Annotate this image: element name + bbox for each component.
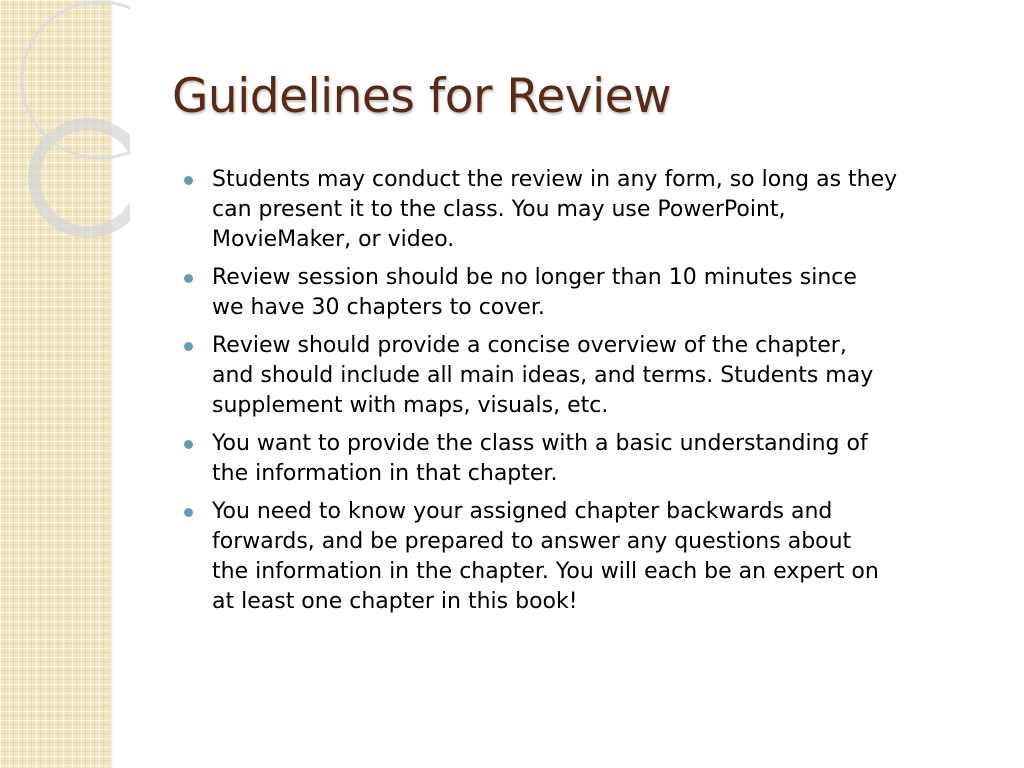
bullet-text-line: Review session should be no longer than 10 minutes since bbox=[212, 265, 857, 290]
bullet-text-line: and should include all main ideas, and terms. Students may bbox=[212, 363, 874, 388]
bullet-text-line: at least one chapter in this book! bbox=[212, 589, 578, 614]
decorative-rings bbox=[0, 0, 130, 260]
bullet-marker-icon bbox=[184, 508, 193, 517]
slide-title: Guidelines for Review bbox=[172, 69, 672, 124]
bullet-text-line: the information in that chapter. bbox=[212, 461, 558, 486]
bullet-text-line: Review should provide a concise overview of the chapter, bbox=[212, 333, 847, 358]
bullet-item bbox=[184, 331, 1004, 421]
bullet-text-line: MovieMaker, or video. bbox=[212, 227, 455, 252]
bullet-text-line: can present it to the class. You may use PowerPoint, bbox=[212, 197, 786, 222]
bullet-marker-icon bbox=[184, 274, 193, 283]
bullet-marker-icon bbox=[184, 342, 193, 351]
bullet-text-line: forwards, and be prepared to answer any questions about bbox=[212, 529, 852, 554]
decorative-ring-small bbox=[34, 124, 130, 232]
bullet-text-line: we have 30 chapters to cover. bbox=[212, 295, 545, 320]
bullet-marker-icon bbox=[184, 176, 193, 185]
bullet-item bbox=[184, 165, 1004, 255]
bullet-text-line: You need to know your assigned chapter backwards and bbox=[212, 499, 833, 524]
bullet-item bbox=[184, 429, 1004, 489]
bullet-marker-icon bbox=[184, 440, 193, 449]
bullet-item bbox=[184, 497, 1004, 617]
bullet-list bbox=[184, 165, 1004, 625]
bullet-text-line: the information in the chapter. You will each be an expert on bbox=[212, 559, 879, 584]
bullet-text-line: supplement with maps, visuals, etc. bbox=[212, 393, 609, 418]
bullet-text-line: You want to provide the class with a basic understanding of bbox=[212, 431, 868, 456]
bullet-item bbox=[184, 263, 1004, 323]
bullet-text-line: Students may conduct the review in any form, so long as they bbox=[212, 167, 898, 192]
